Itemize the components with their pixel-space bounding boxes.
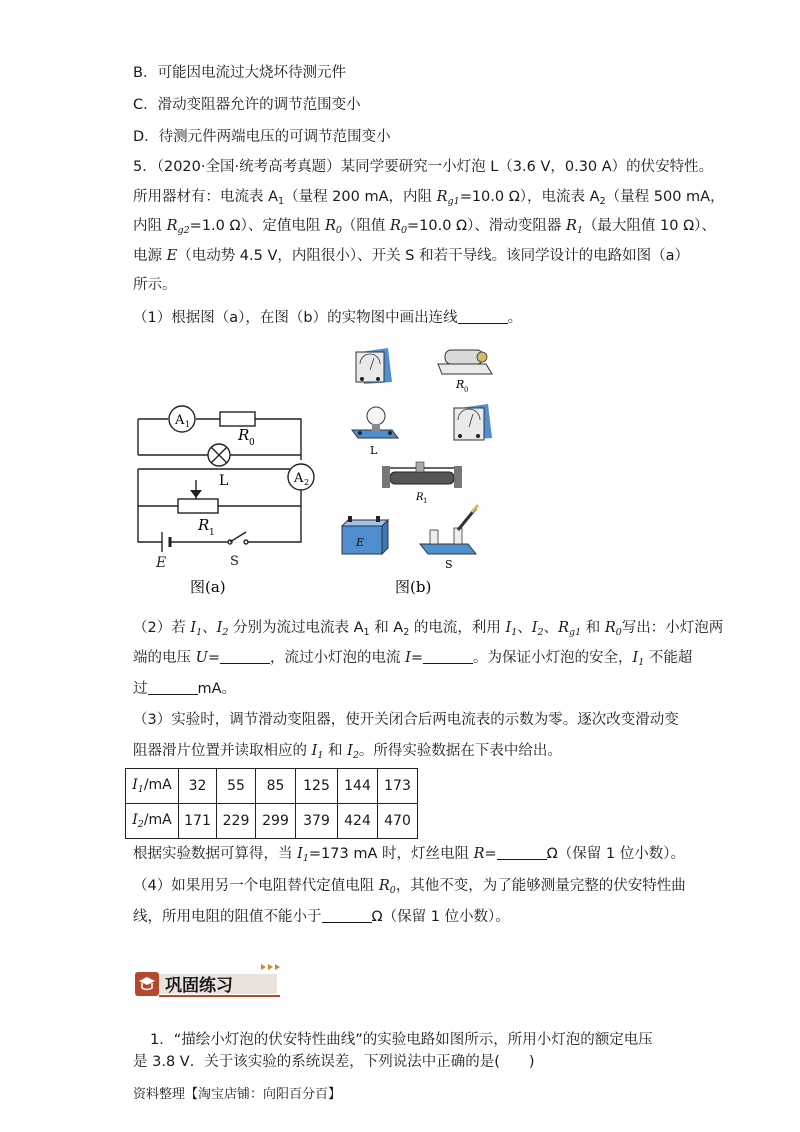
battery-device-e — [342, 516, 388, 554]
q5-stem-line1: 5．（2020·全国·统考高考真题）某同学要研究一小灯泡 L（3.6 V，0.30 A）的伏安特性。 — [133, 159, 714, 175]
answer-blank — [423, 649, 473, 664]
ammeter-device-middle — [454, 404, 492, 440]
svg-text:E: E — [156, 555, 167, 571]
table-row — [126, 804, 418, 839]
ammeter-device-top — [356, 348, 392, 384]
svg-text:S: S — [230, 554, 239, 569]
section-title: 巩固练习 — [165, 976, 233, 996]
rheostat-device — [382, 462, 462, 505]
table-cell: 32 — [179, 769, 217, 804]
table-cell: $I_1/mA$ — [126, 769, 179, 804]
q5-part2-line1: （2）若 $I_1$、$I_2$ 分别为流过电流表 $A_1$ 和 $A_2$ 的电流，利用 $I_1$、$I_2$、$R_{g1}$ 和 $R_0$写出：小灯泡两 — [133, 620, 724, 638]
table-row — [126, 769, 418, 804]
option-b: B．可能因电流过大烧坏待测元件 — [133, 65, 346, 81]
table-cell: 379 — [296, 804, 338, 839]
circuit-figures — [120, 330, 520, 605]
table-cell: 470 — [378, 804, 418, 839]
svg-text:R: R — [456, 378, 465, 391]
answer-blank — [322, 908, 372, 923]
table-cell: 171 — [179, 804, 217, 839]
banner-svg — [135, 962, 285, 1000]
table-cell: 229 — [217, 804, 256, 839]
table-cell: 173 — [378, 769, 418, 804]
svg-text:R: R — [198, 516, 210, 534]
rheostat-r1 — [178, 490, 218, 538]
svg-text:2: 2 — [304, 478, 310, 487]
q5-part3-line3: 根据实验数据可算得，当 $I_1=173$ mA 时，灯丝电阻 R= Ω（保留 1 位小数）。 — [133, 846, 685, 864]
option-c: C．滑动变阻器允许的调节范围变小 — [133, 97, 361, 113]
switch-s — [228, 532, 248, 569]
table-cell: 85 — [256, 769, 296, 804]
q5-part4-line2: 线，所用电阻的阻值不能小于 Ω（保留 1 位小数）。 — [133, 909, 510, 925]
battery-e — [155, 532, 170, 571]
svg-text:E: E — [356, 536, 365, 549]
footer-note: 资料整理【淘宝店铺：向阳百分百】 — [133, 1087, 342, 1102]
svg-text:L: L — [370, 444, 378, 457]
switch-device-s — [420, 505, 478, 571]
data-table — [125, 768, 418, 839]
q1-stem-line1: 1．“描绘小灯泡的伏安特性曲线”的实验电路如图所示，所用小灯泡的额定电压 — [150, 1032, 653, 1048]
q5-stem-line3: 内阻 $R_{g2}=1.0$ Ω）、定值电阻 $R_0$（阻值 $R_0=10.0$ Ω）、滑动变阻器 $R_1$（最大阻值 10 Ω）、 — [133, 218, 716, 236]
table-cell: 424 — [338, 804, 378, 839]
q5-stem-line4: 电源 E（电动势 4.5 V，内阻很小）、开关 S 和若干导线。该同学设计的电路如图（a） — [133, 248, 689, 264]
table-cell: 55 — [217, 769, 256, 804]
q1-stem-line2: 是 3.8 V．关于该实验的系统误差，下列说法中正确的是( ) — [133, 1054, 535, 1070]
svg-text:A: A — [175, 413, 185, 428]
table-cell: 125 — [296, 769, 338, 804]
answer-blank — [148, 680, 198, 695]
svg-text:0: 0 — [464, 386, 469, 394]
q5-part2-line2: 端的电压 U= ，流过小灯泡的电流 I= 。为保证小灯泡的安全，$I_1$ 不能超 — [133, 650, 693, 668]
svg-text:S: S — [445, 558, 453, 571]
svg-text:R: R — [238, 426, 250, 444]
ammeter-a2 — [288, 464, 314, 490]
arrow-decoration-icon — [261, 964, 280, 970]
lamp-l — [208, 444, 230, 489]
svg-text:A: A — [294, 471, 304, 486]
svg-text:L: L — [219, 473, 229, 489]
ammeter-a1 — [169, 406, 195, 432]
svg-text:0: 0 — [249, 438, 255, 448]
answer-blank — [220, 649, 270, 664]
table-cell: $I_2/mA$ — [126, 804, 179, 839]
svg-text:1: 1 — [423, 497, 428, 505]
svg-text:1: 1 — [209, 528, 215, 538]
figures-svg — [120, 330, 520, 605]
lamp-device — [352, 407, 398, 457]
answer-blank — [497, 845, 547, 860]
caption-b: 图(b) — [395, 578, 432, 596]
q5-stem-line2: 所用器材有：电流表 $A_1$（量程 200 mA，内阻 $R_{g1}=10.0$ Ω），电流表 $A_2$（量程 500 mA， — [133, 189, 725, 207]
q5-part3-line1: （3）实验时，调节滑动变阻器，使开关闭合后两电流表的示数为零。逐次改变滑动变 — [133, 712, 679, 728]
table-cell: 144 — [338, 769, 378, 804]
resistor-r0 — [220, 412, 255, 448]
q5-part4-line1: （4）如果用另一个电阻替代定值电阻 $R_0$，其他不变，为了能够测量完整的伏安特性曲 — [133, 878, 686, 896]
resistor-device-r0 — [438, 350, 492, 394]
svg-text:R: R — [416, 492, 424, 503]
option-d: D．待测元件两端电压的可调节范围变小 — [133, 129, 391, 145]
answer-blank — [458, 309, 508, 324]
caption-a: 图(a) — [190, 578, 226, 596]
q5-part2-line3: 过 mA。 — [133, 681, 237, 697]
section-banner — [135, 962, 285, 1000]
table-cell: 299 — [256, 804, 296, 839]
q5-stem-line5: 所示。 — [133, 277, 177, 293]
q5-part1: （1）根据图（a），在图（b）的实物图中画出连线 。 — [133, 310, 523, 326]
svg-text:1: 1 — [185, 420, 191, 429]
q5-part3-line2: 阻器滑片位置并读取相应的 $I_1$ 和 $I_2$。所得实验数据在下表中给出。 — [133, 743, 562, 761]
